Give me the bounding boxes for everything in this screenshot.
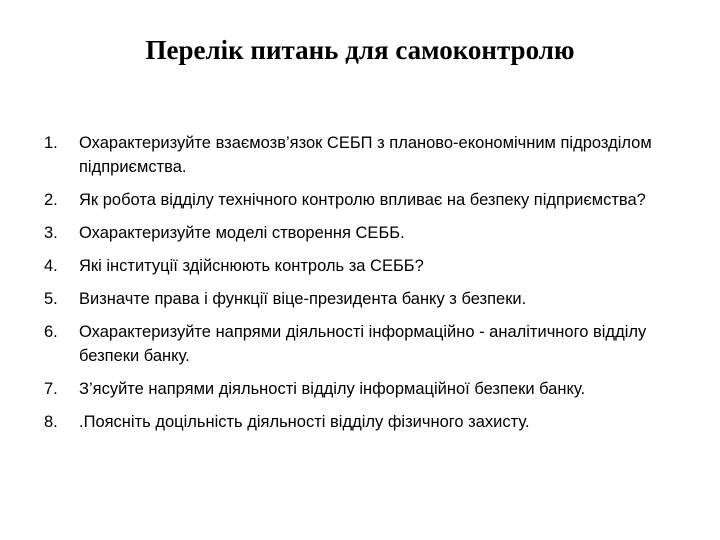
question-number: 1. xyxy=(44,134,58,152)
question-list xyxy=(44,131,684,443)
question-text: .Поясніть доцільність діяльності відділу фізичного захисту. xyxy=(79,413,530,431)
question-number: 6. xyxy=(44,323,58,341)
question-item-5 xyxy=(44,287,684,311)
question-number: 4. xyxy=(44,257,58,275)
question-item-3 xyxy=(44,221,684,245)
question-text: Охарактеризуйте напрями діяльності інформаційно - аналітичного відділу безпеки банку. xyxy=(79,323,647,365)
question-text: Визначте права і функції віце-президента банку з безпеки. xyxy=(79,290,527,308)
question-item-8 xyxy=(44,410,684,434)
question-text: Які інституції здійснюють контроль за СЕББ? xyxy=(79,257,424,275)
question-number: 3. xyxy=(44,224,58,242)
question-item-4 xyxy=(44,254,684,278)
question-item-7 xyxy=(44,377,684,401)
question-text: З’ясуйте напрями діяльності відділу інформаційної безпеки банку. xyxy=(79,380,586,398)
question-item-6 xyxy=(44,320,684,368)
question-number: 8. xyxy=(44,413,58,431)
question-text: Як робота відділу технічного контролю впливає на безпеку підприємства? xyxy=(79,191,646,209)
question-number: 7. xyxy=(44,380,58,398)
question-number: 2. xyxy=(44,191,58,209)
question-item-1 xyxy=(44,131,684,179)
question-number: 5. xyxy=(44,290,58,308)
question-text: Охарактеризуйте моделі створення СЕББ. xyxy=(79,224,405,242)
question-item-2 xyxy=(44,188,684,212)
slide-title: Перелік питань для самоконтролю xyxy=(145,35,575,65)
question-text: Охарактеризуйте взаємозв’язок СЕБП з планово-економічним підрозділом підприємства. xyxy=(79,134,652,176)
